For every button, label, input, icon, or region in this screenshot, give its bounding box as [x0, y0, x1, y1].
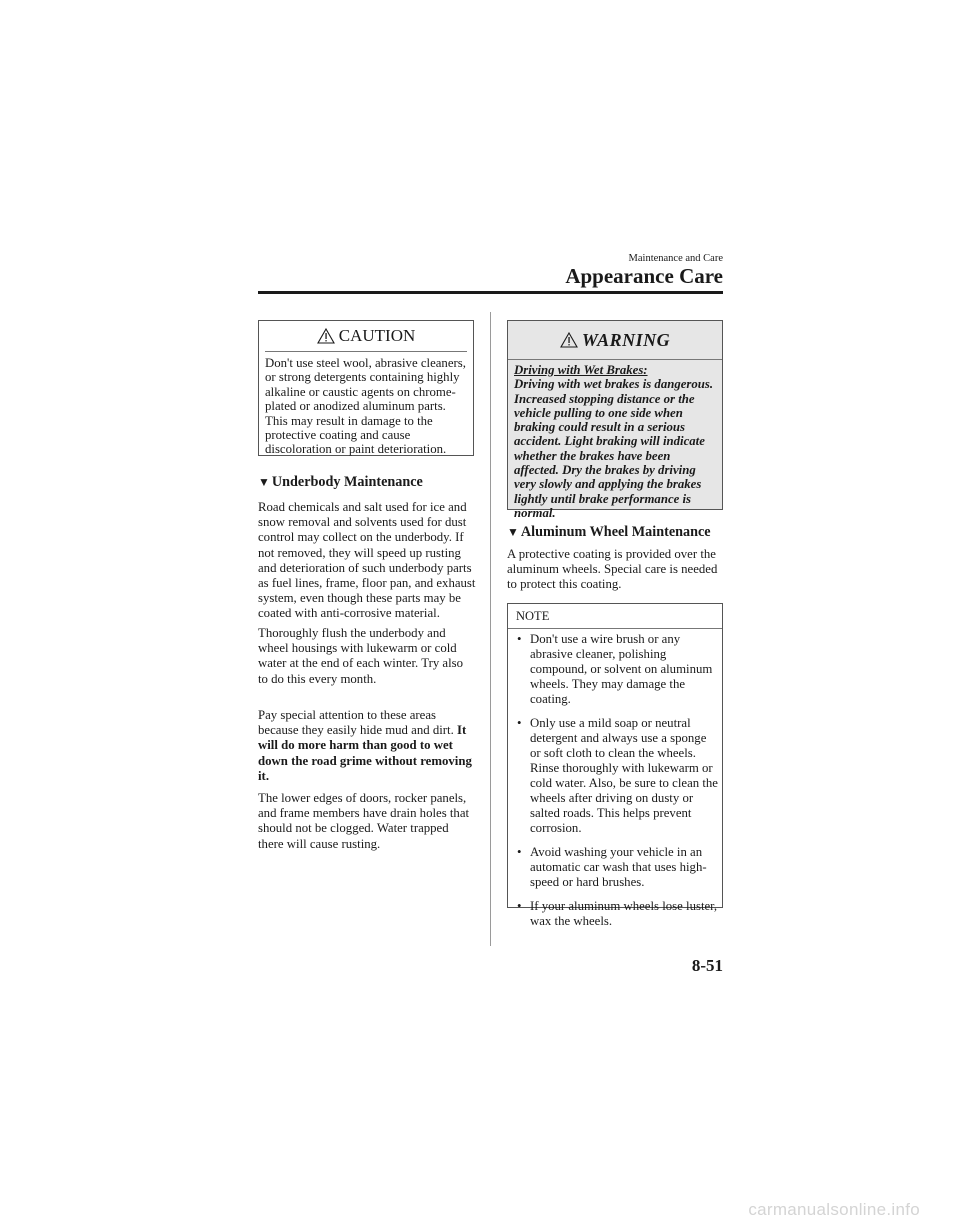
note-label: NOTE [516, 609, 550, 623]
note-rule [508, 628, 722, 629]
caution-box [258, 320, 474, 456]
aluminum-heading [507, 524, 711, 541]
note-item-text: Avoid washing your vehicle in an automatic car wash that uses high-speed or hard brushes. [530, 845, 707, 889]
caution-label: CAUTION [338, 326, 416, 345]
note-box [507, 603, 723, 928]
warning-body [514, 363, 718, 520]
page-number: 8-51 [691, 956, 723, 975]
note-item-text: Only use a mild soap or neutral detergent and always use a sponge or soft cloth to clean the wheels. Rinse thoroughly with lukewarm or cold water. Also, be sure to clean the wheels after driving on dusty or salted roads. This helps prevent corrosion. [530, 716, 718, 835]
warning-triangle-icon [560, 332, 578, 348]
bullet-icon: • [517, 632, 522, 646]
underbody-heading-text: Underbody Maintenance [271, 474, 423, 490]
note-item [512, 716, 718, 836]
underbody-paragraph-3 [258, 708, 476, 784]
warning-rule [508, 359, 722, 360]
heading-triangle-icon: ▼ [258, 475, 270, 489]
heading-triangle-icon: ▼ [507, 525, 519, 539]
caution-rule [265, 351, 467, 352]
note-item [512, 632, 718, 707]
bullet-icon: • [517, 716, 522, 730]
bullet-icon: • [517, 899, 522, 913]
header-section: Maintenance and Care [628, 253, 723, 264]
warning-title: Driving with Wet Brakes: [514, 363, 648, 377]
warning-header [508, 321, 722, 359]
bullet-icon: • [517, 845, 522, 859]
underbody-paragraph-2: Thoroughly flush the underbody and wheel housings with lukewarm or cold water at the end of each winter. Try also to do this every month. [258, 626, 464, 686]
warning-label: WARNING [581, 329, 671, 350]
note-item-text: Don't use a wire brush or any abrasive cleaner, polishing compound, or solvent on aluminum wheels. They may damage the coating. [530, 632, 713, 706]
underbody-paragraph-1: Road chemicals and salt used for ice and snow removal and solvents used for dust control may collect on the underbody. If not removed, they will speed up rusting and deterioration of such underbody parts as fuel lines, frame, floor pan, and exhaust system, even though these parts may be coated with anti-corrosive material. [258, 500, 476, 621]
note-item-text: If your aluminum wheels lose luster, wax the wheels. [530, 899, 718, 928]
warning-triangle-icon [317, 328, 335, 344]
caution-header [259, 321, 473, 351]
warning-text: Driving with wet brakes is dangerous. Increased stopping distance or the vehicle pulling to one side when braking could result in a serious accident. Light braking will indicate whether the brakes have been affected. Dry the brakes by driving very slowly and applying the brakes lightly until brake performance is normal. [514, 377, 714, 520]
underbody-heading [258, 474, 423, 491]
underbody-paragraph-4: The lower edges of doors, rocker panels, and frame members have drain holes that should not be clogged. Water trapped there will cause rusting. [258, 791, 470, 851]
header-rule [258, 291, 723, 294]
column-divider [490, 312, 491, 946]
watermark: carmanualsonline.info [748, 1200, 920, 1219]
underbody-paragraph-3-plain: Pay special attention to these areas because they easily hide mud and dirt. [258, 708, 454, 738]
warning-box [507, 320, 723, 520]
underbody-paragraph-3-bold: It will do more harm than good to wet down the road grime without removing it. [258, 723, 472, 783]
aluminum-heading-text: Aluminum Wheel Maintenance [520, 524, 711, 540]
note-item [512, 899, 718, 929]
note-list [512, 632, 718, 938]
page-title: Appearance Care [565, 264, 723, 288]
note-item [512, 845, 718, 890]
caution-text: Don't use steel wool, abrasive cleaners, or strong detergents containing highly alkaline or caustic agents on chrome-plated or anodized aluminum parts. This may result in damage to the protective coating and cause discoloration or paint deterioration. [265, 356, 466, 457]
aluminum-paragraph: A protective coating is provided over the aluminum wheels. Special care is needed to protect this coating. [507, 547, 718, 592]
